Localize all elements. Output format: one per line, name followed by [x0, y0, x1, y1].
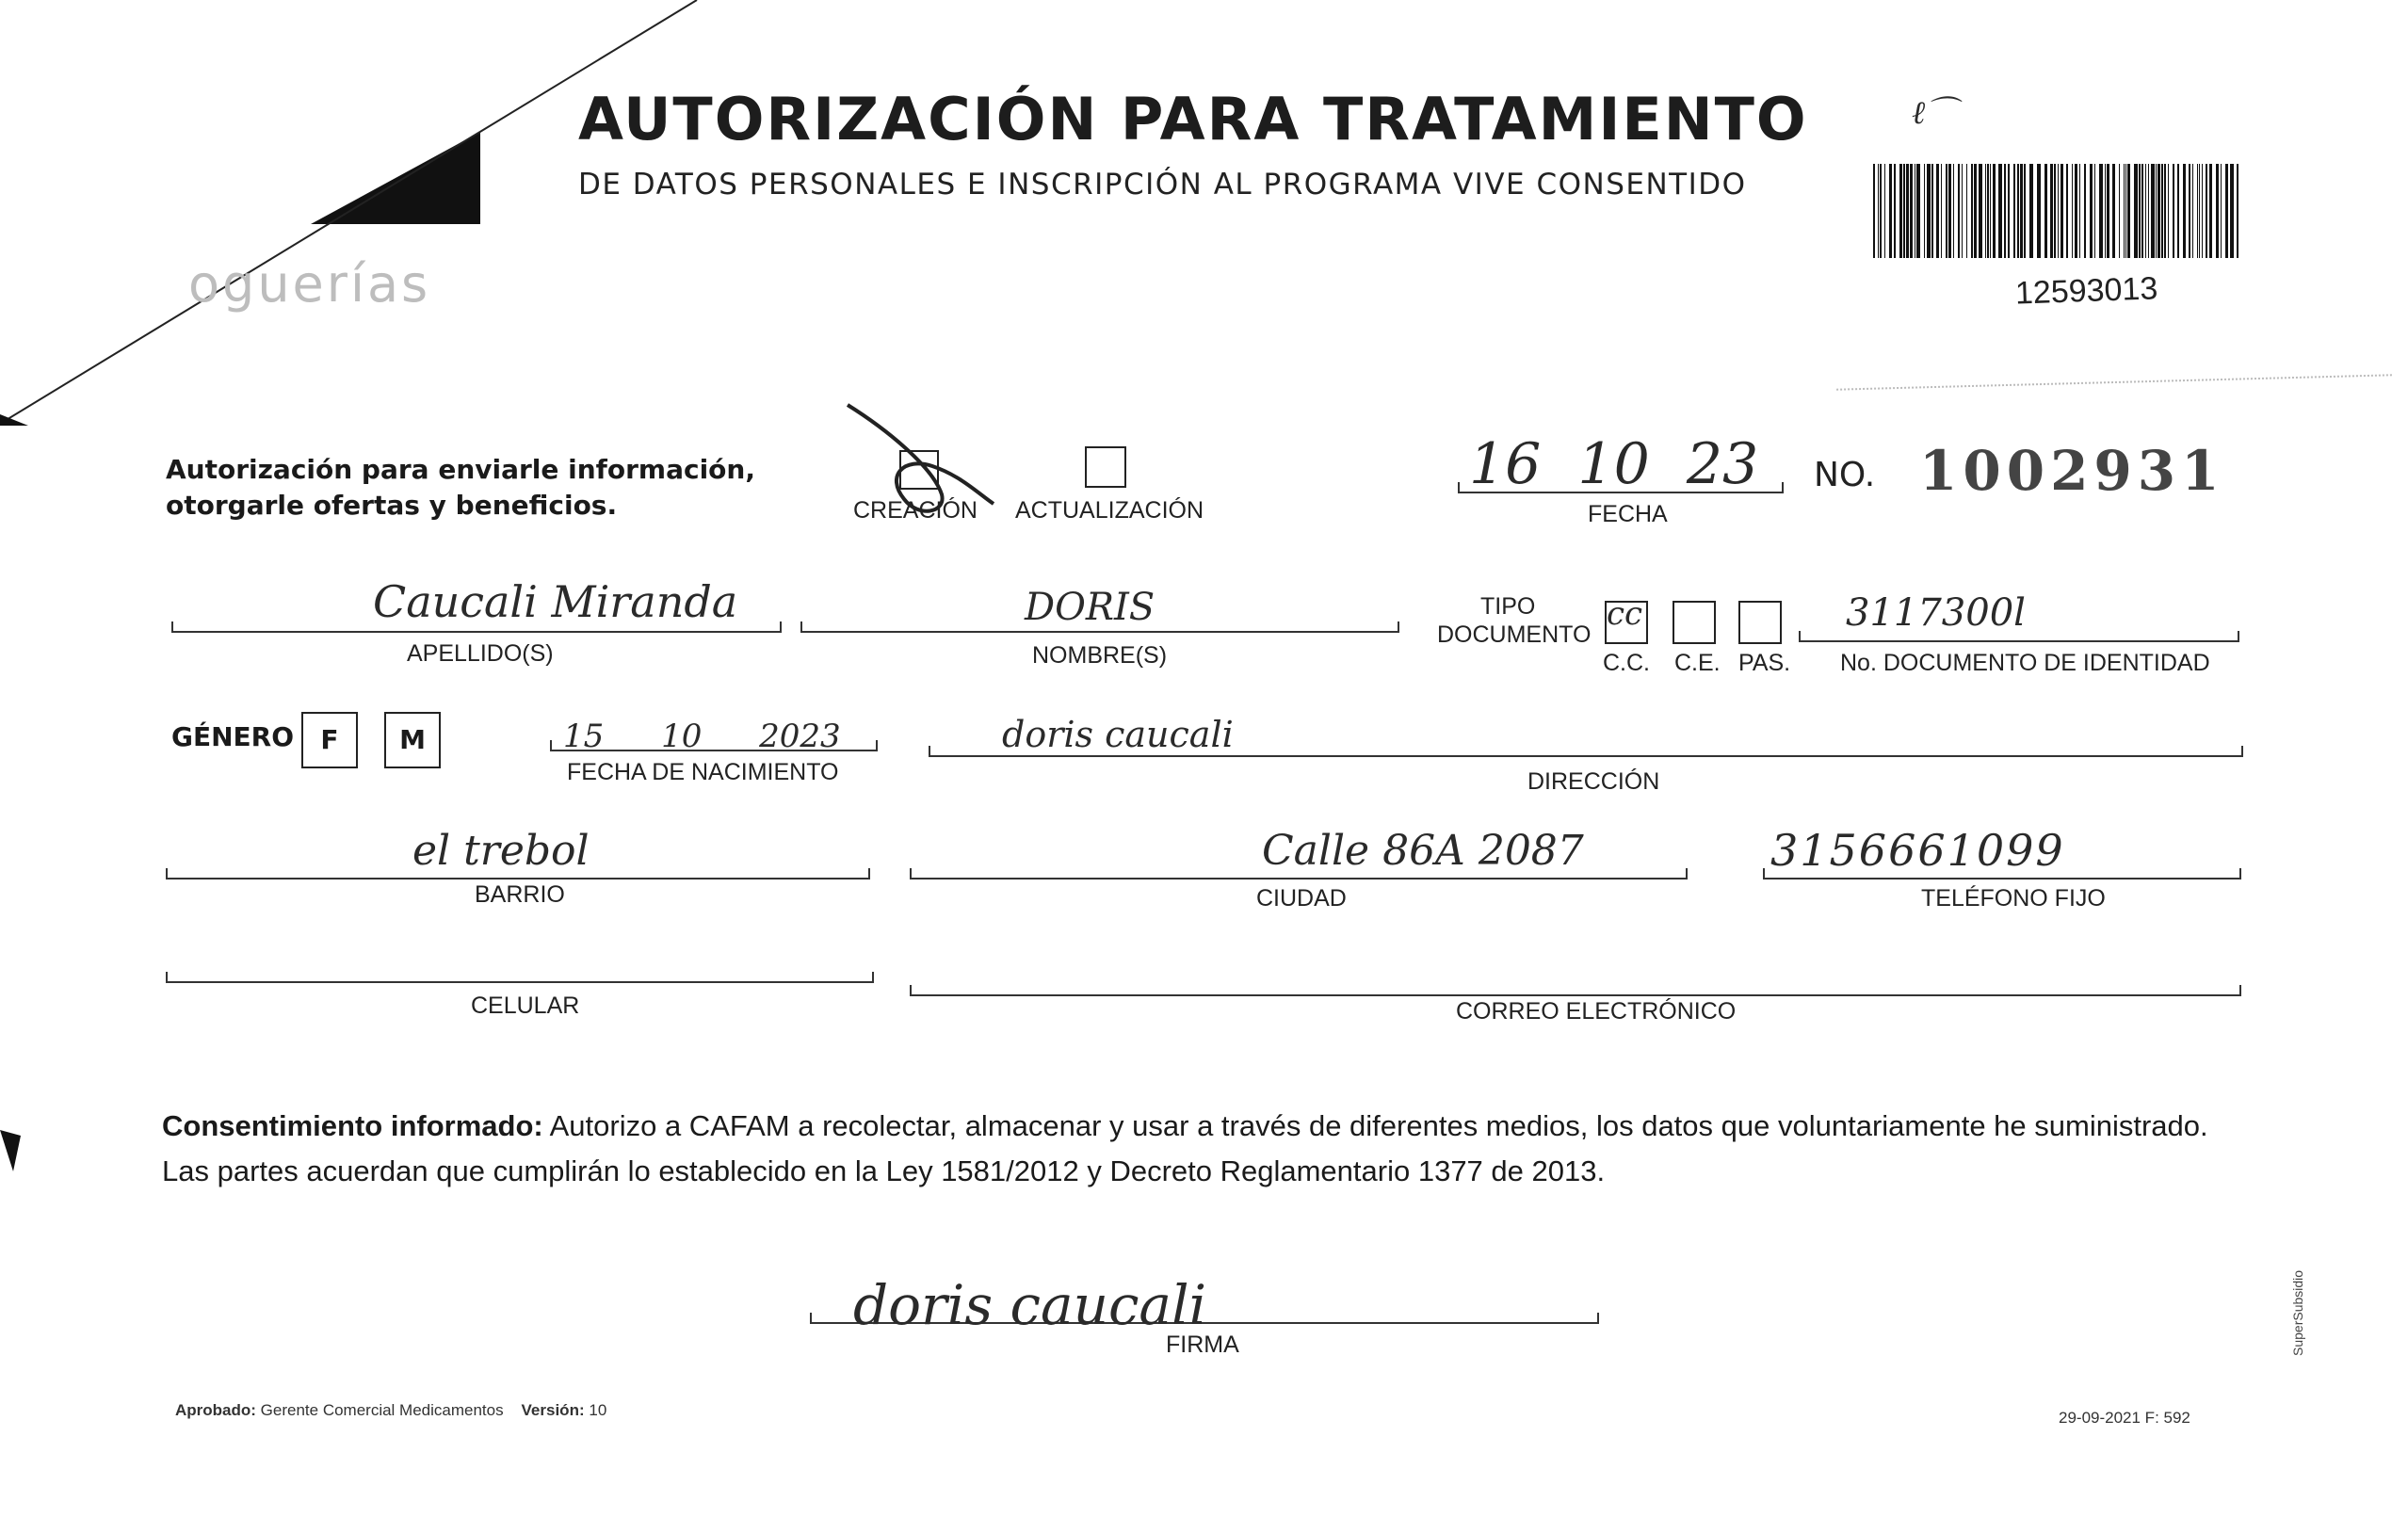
direccion-value: doris caucali: [1002, 714, 1234, 755]
authorization-text-line1: Autorización para enviarle información,: [166, 454, 755, 485]
authorization-text-line2: otorgarle ofertas y beneficios.: [166, 490, 618, 521]
genero-label: GÉNERO: [171, 721, 295, 752]
actualizacion-label: ACTUALIZACIÓN: [1015, 497, 1204, 524]
cc-label: C.C.: [1603, 650, 1650, 676]
faint-dotted-line: [1836, 374, 2392, 390]
nombres-value: DORIS: [1025, 586, 1156, 629]
telefono-label: TELÉFONO FIJO: [1921, 885, 2106, 912]
correo-label: CORREO ELECTRÓNICO: [1456, 998, 1737, 1025]
genero-f-box[interactable]: F: [301, 712, 358, 768]
consent-text-1: Autorizo a CAFAM a recolectar, almacenar y usar a través de diferentes medios, los datos que voluntariamente he suministrado.: [542, 1109, 2208, 1142]
barrio-label: BARRIO: [475, 881, 565, 908]
pas-checkbox[interactable]: [1738, 601, 1782, 644]
nacimiento-value: 15 10 2023: [563, 718, 841, 755]
no-value: 1002931: [1919, 439, 2225, 503]
actualizacion-checkbox[interactable]: [1085, 446, 1126, 488]
ciudad-label: CIUDAD: [1256, 885, 1347, 912]
fecha-value: 16 10 23: [1469, 431, 1759, 497]
logo-black-block: [311, 132, 480, 224]
documento-number-label: No. DOCUMENTO DE IDENTIDAD: [1840, 650, 2210, 676]
nombres-label: NOMBRE(S): [1032, 642, 1168, 669]
consent-heading: Consentimiento informado:: [162, 1109, 543, 1142]
correo-line: [910, 957, 2241, 996]
apellidos-label: APELLIDO(S): [407, 640, 554, 667]
pas-label: PAS.: [1738, 650, 1791, 676]
page-subtitle: DE DATOS PERSONALES E INSCRIPCIÓN AL PROGRAMA VIVE CONSENTIDO: [578, 168, 1747, 202]
ce-checkbox[interactable]: [1673, 601, 1716, 644]
ciudad-value: Calle 86A 2087: [1262, 827, 1584, 875]
aprobado-value: Gerente Comercial Medicamentos: [260, 1401, 504, 1419]
corner-fold-line: [0, 0, 716, 433]
barrio-value: el trebol: [412, 827, 590, 875]
footer-approval: [175, 1401, 606, 1420]
documento-number-value: 3117300l: [1846, 591, 2026, 635]
consent-text-2: Las partes acuerdan que cumplirán lo establecido en la Ley 1581/2012 y Decreto Reglamentario 1377 de 2013.: [162, 1154, 1606, 1187]
signature-label: FIRMA: [1166, 1331, 1239, 1358]
direccion-label: DIRECCIÓN: [1527, 768, 1660, 795]
telefono-value: 3156661099: [1770, 825, 2065, 876]
apellidos-value: Caucali Miranda: [373, 576, 738, 627]
barcode-number: 12593013: [2014, 270, 2158, 312]
logo-partial-text: oguerías: [188, 254, 431, 314]
no-label: NO.: [1814, 456, 1876, 494]
genero-m-box[interactable]: M: [384, 712, 441, 768]
aprobado-label: Aprobado:: [175, 1401, 256, 1419]
signature-value: doris caucali: [853, 1273, 1207, 1337]
barcode: [1869, 160, 2246, 268]
corner-handwritten-mark: ℓ⌒: [1912, 94, 1958, 132]
fecha-label: FECHA: [1588, 501, 1668, 527]
version-label: Versión:: [521, 1401, 585, 1419]
consent-paragraph: [162, 1104, 2253, 1194]
nacimiento-label: FECHA DE NACIMIENTO: [567, 759, 839, 785]
celular-line: [166, 944, 874, 983]
version-value: 10: [589, 1401, 607, 1419]
documento-label: DOCUMENTO: [1437, 621, 1592, 648]
ce-label: C.E.: [1674, 650, 1721, 676]
footer-date-code: 29-09-2021 F: 592: [2059, 1409, 2190, 1427]
creacion-label: CREACIÓN: [853, 497, 978, 524]
tipo-label: TIPO: [1480, 593, 1536, 620]
left-edge-mark: [0, 1130, 28, 1177]
celular-label: CELULAR: [471, 993, 580, 1019]
page-title: AUTORIZACIÓN PARA TRATAMIENTO: [578, 85, 1808, 153]
side-brand-text: SuperSubsidio: [2290, 1269, 2305, 1356]
cc-mark: cc: [1607, 595, 1643, 633]
